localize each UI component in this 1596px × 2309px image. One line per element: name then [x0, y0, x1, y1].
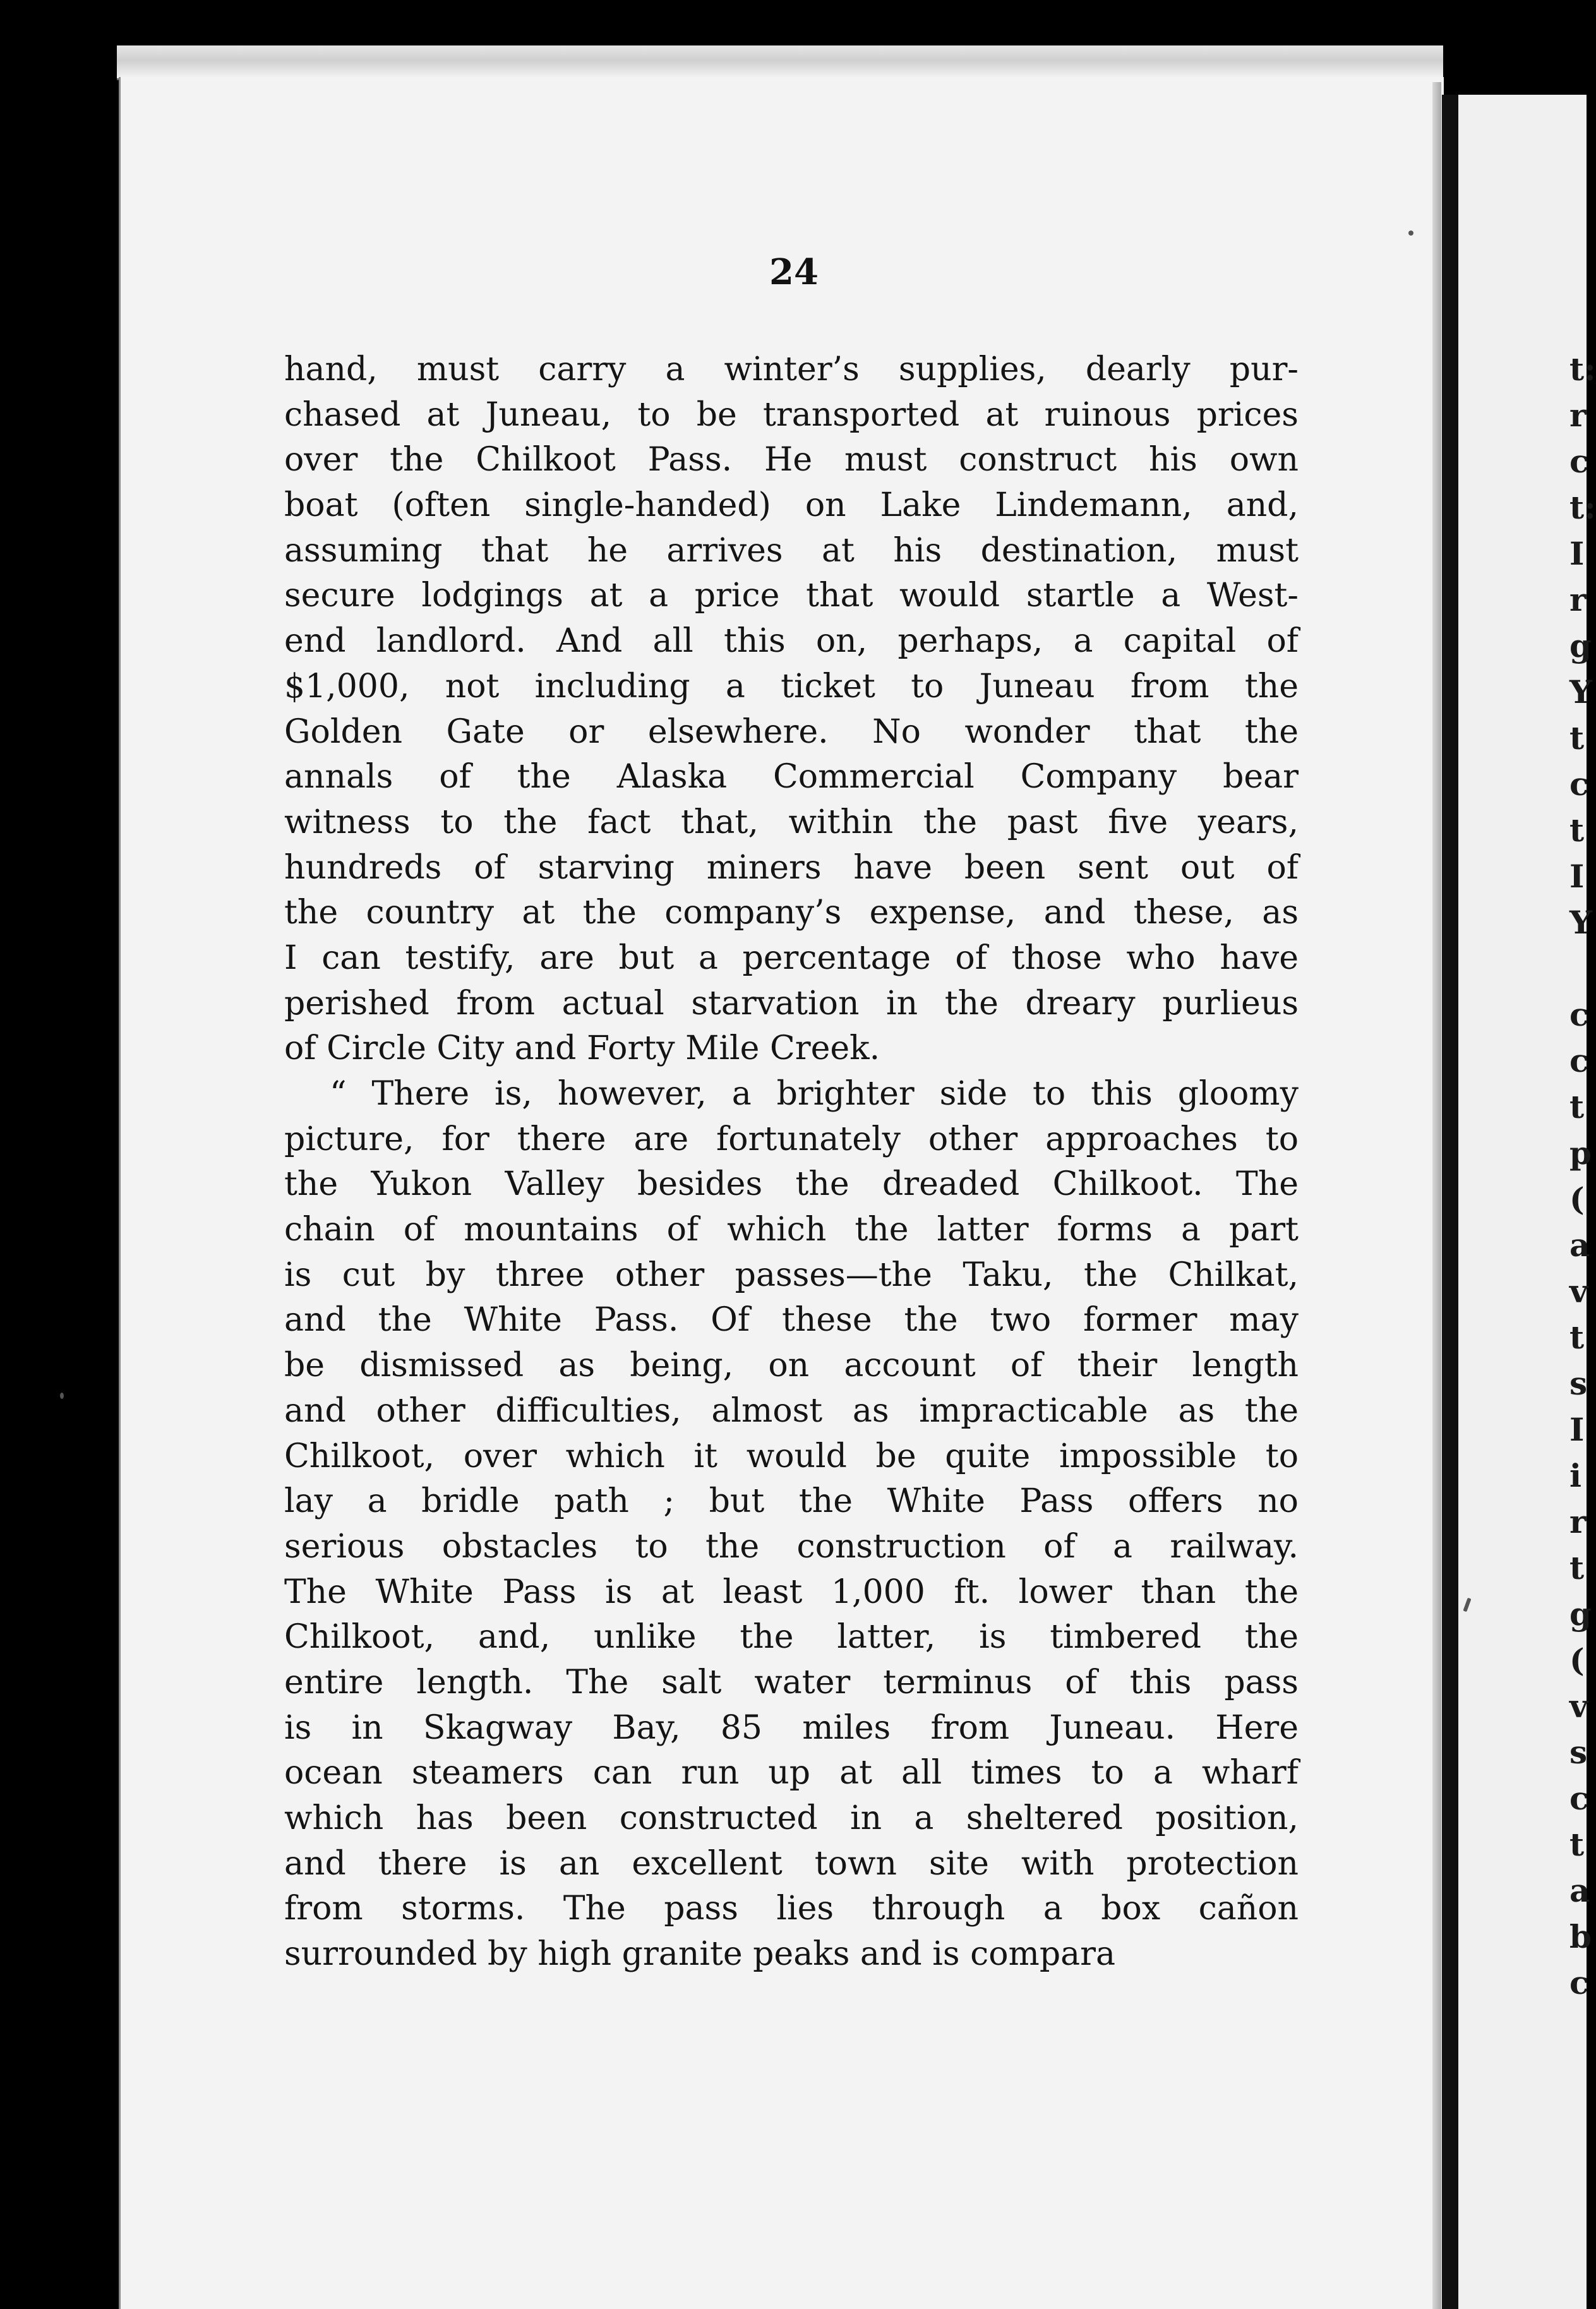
text-line: is in Skagway Bay, 85 miles from Juneau. Here: [284, 1708, 1299, 1747]
next-page-letter: t: [1569, 1319, 1585, 1356]
text-line: entire length. The salt water terminus of this pass: [284, 1663, 1299, 1701]
next-page-letter: t:: [1569, 489, 1596, 526]
next-page-letter: Y: [1569, 904, 1592, 941]
next-page-letter: v: [1569, 1688, 1588, 1725]
text-line: over the Chilkoot Pass. He must construct his own: [284, 441, 1299, 479]
text-line: lay a bridle path ; but the White Pass offers no: [284, 1482, 1299, 1521]
next-page-letter: Y: [1569, 673, 1592, 711]
text-line: Golden Gate or elsewhere. No wonder that the: [284, 712, 1299, 751]
text-line: and other difficulties, almost as impracticable as the: [284, 1391, 1299, 1430]
next-page-letter: I: [1569, 1411, 1585, 1448]
text-line: surrounded by high granite peaks and is compara: [284, 1935, 1115, 1974]
text-line: the Yukon Valley besides the dreaded Chilkoot. The: [284, 1165, 1299, 1204]
body-text: [284, 347, 1299, 1977]
next-page-letter: a: [1569, 1872, 1590, 1909]
page-right-edge: [1432, 82, 1441, 2309]
book-gutter: [1442, 95, 1458, 2309]
text-line: end landlord. And all this on, perhaps, a capital of: [284, 622, 1299, 661]
text-line: and the White Pass. Of these the two former may: [284, 1301, 1299, 1340]
text-line: which has been constructed in a sheltered position,: [284, 1799, 1299, 1837]
next-page-letter: t: [1569, 719, 1585, 757]
page-number: 24: [769, 251, 819, 293]
text-line: is cut by three other passes—the Taku, the Chilkat,: [284, 1256, 1299, 1294]
next-page-letter: a: [1569, 1226, 1590, 1264]
text-line: assuming that he arrives at his destination, must: [284, 531, 1299, 570]
text-line: chased at Juneau, to be transported at ruinous prices: [284, 395, 1299, 434]
next-page-letter: I: [1569, 858, 1585, 895]
text-line: “ There is, however, a brighter side to this gloomy: [330, 1075, 1299, 1113]
next-page-letter: r: [1569, 581, 1587, 618]
next-page-letter: p: [1569, 1134, 1592, 1172]
text-line: serious obstacles to the construction of a railway.: [284, 1527, 1299, 1566]
next-page-letter: s: [1569, 1365, 1588, 1402]
next-page-letter: c: [1569, 1780, 1589, 1817]
next-page-letter: g: [1569, 1595, 1592, 1633]
next-page-letter: t: [1569, 812, 1585, 849]
text-line: boat (often single-handed) on Lake Lindemann, and,: [284, 486, 1299, 525]
next-page-letter: s: [1569, 1734, 1588, 1771]
text-line: annals of the Alaska Commercial Company bear: [284, 758, 1299, 796]
next-page-letter: c: [1569, 443, 1589, 480]
next-page-letter: I: [1569, 535, 1585, 572]
text-line: hand, must carry a winter’s supplies, dearly pur-: [284, 351, 1299, 388]
next-page-letter: t: [1569, 1826, 1585, 1863]
next-page-letter: (: [1569, 1641, 1585, 1679]
text-line: Chilkoot, and, unlike the latter, is timbered the: [284, 1618, 1299, 1657]
scan-speck: [1408, 231, 1413, 236]
next-page-letter: c: [1569, 765, 1589, 803]
text-line: witness to the fact that, within the past five years,: [284, 803, 1299, 841]
text-line: and there is an excellent town site with protection: [284, 1844, 1299, 1883]
text-line: picture, for there are fortunately other approaches to: [284, 1120, 1299, 1158]
next-page-letter: c: [1569, 996, 1589, 1033]
text-line: chain of mountains of which the latter forms a part: [284, 1211, 1299, 1249]
text-line: hundreds of starving miners have been sent out of: [284, 848, 1299, 887]
text-line: ocean steamers can run up at all times to a wharf: [284, 1754, 1299, 1792]
next-page-letter: t:: [1569, 351, 1596, 388]
text-line: the country at the company’s expense, and these, as: [284, 894, 1299, 932]
next-page-letter: (: [1569, 1180, 1585, 1218]
text-line: perished from actual starvation in the dreary purlieus: [284, 984, 1299, 1023]
next-page-letter: t: [1569, 1549, 1585, 1586]
next-page-letter: v: [1569, 1273, 1588, 1310]
text-line: from storms. The pass lies through a box cañon: [284, 1890, 1299, 1928]
next-page-letter: b: [1569, 1918, 1592, 1955]
next-page-letter: t: [1569, 1088, 1585, 1125]
adjacent-page-fragment: [1458, 95, 1596, 2309]
next-page-letter: g: [1569, 627, 1592, 664]
next-page-letter: i: [1569, 1457, 1581, 1494]
text-line: secure lodgings at a price that would startle a West-: [284, 577, 1299, 615]
next-page-letter: c: [1569, 1964, 1589, 2001]
text-line: I can testify, are but a percentage of those who have: [284, 939, 1299, 977]
text-line: Chilkoot, over which it would be quite impossible to: [284, 1437, 1299, 1475]
text-line: The White Pass is at least 1,000 ft. lower than the: [284, 1573, 1299, 1611]
text-line: of Circle City and Forty Mile Creek.: [284, 1029, 880, 1068]
next-page-letter: r: [1569, 1503, 1587, 1540]
next-page-letter: r: [1569, 397, 1587, 434]
text-line: $1,000, not including a ticket to Juneau from the: [284, 667, 1299, 705]
scan-speck: [60, 1393, 64, 1399]
next-page-letter: c: [1569, 1042, 1589, 1079]
text-line: be dismissed as being, on account of their length: [284, 1346, 1299, 1385]
page-top-edge: [117, 45, 1443, 80]
